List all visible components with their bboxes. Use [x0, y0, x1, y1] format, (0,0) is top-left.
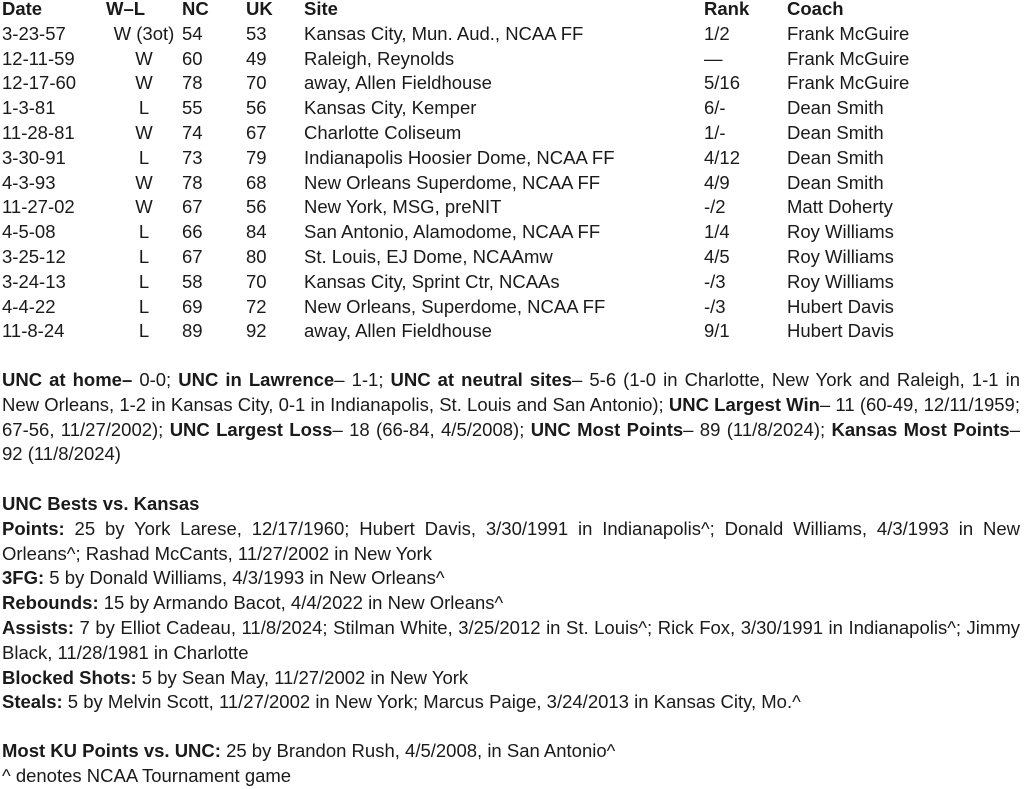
- cell-date: 11-28-81: [2, 121, 75, 143]
- cell-rank: 5/16: [704, 72, 741, 94]
- cell-date: 3-25-12: [2, 245, 66, 267]
- cell-nc-score: 78: [182, 72, 203, 94]
- cell-win-loss: L: [138, 270, 150, 292]
- cell-site: Kansas City, Sprint Ctr, NCAAs: [304, 270, 560, 292]
- cell-site: New Orleans, Superdome, NCAA FF: [304, 295, 606, 317]
- series-summary: [2, 368, 1020, 467]
- largest-loss-label: UNC Largest Loss: [169, 418, 333, 440]
- cell-coach: Roy Williams: [787, 221, 894, 243]
- cell-rank: 6/-: [704, 97, 726, 119]
- cell-date: 3-23-57: [2, 22, 66, 44]
- bests-label: Points:: [2, 517, 65, 539]
- table-row: [2, 195, 1007, 220]
- cell-site: New Orleans Superdome, NCAA FF: [304, 171, 601, 193]
- cell-coach: Frank McGuire: [787, 72, 910, 94]
- most-ku-label: Most KU Points vs. UNC:: [2, 740, 221, 761]
- cell-coach: Dean Smith: [787, 97, 884, 119]
- cell-site: Raleigh, Reynolds: [304, 47, 455, 69]
- kansas-most-value: – 92 (11/8/2024): [2, 418, 1020, 465]
- most-ku-points: [2, 739, 1020, 764]
- cell-rank: 1/-: [704, 121, 726, 143]
- cell-site: away, Allen Fieldhouse: [304, 72, 492, 94]
- bests-heading: [2, 492, 1020, 517]
- cell-win-loss: L: [138, 146, 150, 168]
- header-date: Date: [2, 0, 43, 19]
- cell-site: San Antonio, Alamodome, NCAA FF: [304, 221, 601, 243]
- cell-win-loss: L: [138, 221, 150, 243]
- cell-nc-score: 66: [182, 221, 203, 243]
- table-row: [2, 270, 1007, 295]
- cell-rank: 4/5: [704, 245, 730, 267]
- largest-win-value: – 11 (60-49, 12/11/1959; 67-56, 11/27/2002);: [2, 393, 1020, 440]
- bests-label: Blocked Shots:: [2, 666, 137, 688]
- cell-nc-score: 78: [182, 171, 203, 193]
- cell-nc-score: 54: [182, 22, 203, 44]
- cell-coach: Dean Smith: [787, 171, 884, 193]
- most-points-value: – 89 (11/8/2024);: [683, 418, 832, 440]
- cell-site: Charlotte Coliseum: [304, 121, 462, 143]
- cell-win-loss: W: [135, 171, 153, 193]
- cell-uk-score: 56: [246, 97, 267, 119]
- cell-date: 11-27-02: [2, 196, 75, 218]
- lawrence-label: UNC in Lawrence: [178, 369, 335, 390]
- cell-nc-score: 58: [182, 270, 203, 292]
- cell-nc-score: 67: [182, 196, 203, 218]
- header-nc-score: NC: [182, 0, 209, 19]
- bests-text: 7 by Elliot Cadeau, 11/8/2024; Stilman White, 3/25/2012 in St. Louis^; Rick Fox, 3/30/1991 in Indianapolis^; Jimmy Black, 11/28/1981 in Charlotte: [2, 616, 1020, 663]
- cell-uk-score: 92: [246, 320, 267, 342]
- bests-label: Rebounds:: [2, 592, 99, 614]
- table-row: [2, 171, 1007, 196]
- cell-uk-score: 68: [246, 171, 267, 193]
- cell-coach: Dean Smith: [787, 146, 884, 168]
- series-results-table: [2, 0, 1007, 344]
- table-row: [2, 47, 1007, 72]
- cell-nc-score: 55: [182, 97, 203, 119]
- table-row: [2, 146, 1007, 171]
- cell-win-loss: W: [135, 47, 153, 69]
- table-header-row: [2, 0, 1007, 22]
- table-row: [2, 121, 1007, 146]
- table-row: [2, 295, 1007, 320]
- table-row: [2, 319, 1007, 344]
- cell-uk-score: 70: [246, 270, 267, 292]
- cell-date: 12-11-59: [2, 47, 75, 69]
- most-points-label: UNC Most Points: [530, 418, 684, 440]
- bests-text: 15 by Armando Bacot, 4/4/2022 in New Orleans^: [98, 592, 504, 614]
- neutral-value: – 5-6 (1-0 in Charlotte, New York and Raleigh, 1-1 in New Orleans, 1-2 in Kansas City, 0-1 in Indianapolis, St. Louis and San Antonio);: [2, 369, 1020, 415]
- bests-label: Assists:: [2, 616, 74, 638]
- bests-label: Steals:: [2, 691, 63, 713]
- bests-text: 5 by Donald Williams, 4/3/1993 in New Orleans^: [44, 567, 445, 589]
- cell-uk-score: 67: [246, 121, 267, 143]
- cell-date: 4-3-93: [2, 171, 56, 193]
- header-uk-score: UK: [246, 0, 273, 19]
- lawrence-value: – 1-1;: [334, 369, 391, 390]
- largest-win-label: UNC Largest Win: [668, 393, 820, 415]
- cell-uk-score: 80: [246, 245, 267, 267]
- neutral-label: UNC at neutral sites: [390, 369, 573, 390]
- cell-site: Indianapolis Hoosier Dome, NCAA FF: [304, 146, 615, 168]
- header-rank: Rank: [704, 0, 750, 19]
- home-label: UNC at home–: [2, 369, 133, 390]
- bests-item-3fg: [2, 566, 1020, 591]
- bests-heading-text: UNC Bests vs. Kansas: [2, 493, 200, 514]
- cell-win-loss: L: [138, 245, 150, 267]
- cell-uk-score: 49: [246, 47, 267, 69]
- cell-date: 3-30-91: [2, 146, 66, 168]
- cell-coach: Roy Williams: [787, 270, 894, 292]
- cell-uk-score: 53: [246, 22, 267, 44]
- cell-date: 11-8-24: [2, 320, 65, 342]
- kansas-most-label: Kansas Most Points: [831, 418, 1010, 440]
- table-row: [2, 22, 1007, 47]
- cell-win-loss: W (3ot): [113, 22, 175, 44]
- cell-rank: 4/12: [704, 146, 741, 168]
- bests-text: 25 by York Larese, 12/17/1960; Hubert Davis, 3/30/1991 in Indianapolis^; Donald Williams, 4/3/1993 in New Orleans^; Rashad McCants, 11/27/2002 in New York: [2, 517, 1020, 564]
- cell-uk-score: 84: [246, 221, 267, 243]
- table-row: [2, 96, 1007, 121]
- cell-win-loss: W: [135, 72, 153, 94]
- home-value: 0-0;: [132, 369, 179, 390]
- cell-uk-score: 72: [246, 295, 267, 317]
- cell-coach: Frank McGuire: [787, 22, 910, 44]
- cell-rank: -/3: [704, 270, 726, 292]
- bests-label: 3FG:: [2, 567, 45, 589]
- bests-item-assists: [2, 616, 1020, 666]
- cell-win-loss: W: [135, 121, 153, 143]
- header-site: Site: [304, 0, 338, 19]
- cell-nc-score: 69: [182, 295, 203, 317]
- cell-site: away, Allen Fieldhouse: [304, 320, 492, 342]
- cell-rank: -/3: [704, 295, 726, 317]
- cell-date: 12-17-60: [2, 72, 77, 94]
- cell-date: 4-5-08: [2, 221, 56, 243]
- cell-date: 4-4-22: [2, 295, 56, 317]
- header-coach: Coach: [787, 0, 844, 19]
- cell-win-loss: L: [138, 320, 150, 342]
- largest-loss-value: – 18 (66-84, 4/5/2008);: [332, 418, 531, 440]
- cell-coach: Frank McGuire: [787, 47, 910, 69]
- cell-rank: 9/1: [704, 320, 730, 342]
- table-row: [2, 220, 1007, 245]
- cell-date: 3-24-13: [2, 270, 66, 292]
- table-row: [2, 245, 1007, 270]
- most-ku-text: 25 by Brandon Rush, 4/5/2008, in San Antonio^: [220, 740, 616, 761]
- unc-bests-section: [2, 492, 1020, 715]
- bests-item-points: [2, 517, 1020, 567]
- cell-win-loss: L: [138, 97, 150, 119]
- cell-site: Kansas City, Kemper: [304, 97, 477, 119]
- bests-item-steals: [2, 690, 1020, 715]
- cell-coach: Hubert Davis: [787, 295, 894, 317]
- cell-rank: 4/9: [704, 171, 730, 193]
- cell-uk-score: 70: [246, 72, 267, 94]
- cell-rank: 1/2: [704, 22, 730, 44]
- cell-rank: 1/4: [704, 221, 730, 243]
- cell-nc-score: 60: [182, 47, 203, 69]
- bests-text: 5 by Melvin Scott, 11/27/2002 in New York; Marcus Paige, 3/24/2013 in Kansas City, Mo.^: [62, 691, 801, 713]
- cell-nc-score: 73: [182, 146, 203, 168]
- cell-win-loss: L: [138, 295, 150, 317]
- most-ku-section: [2, 739, 1020, 789]
- table-row: [2, 71, 1007, 96]
- cell-site: St. Louis, EJ Dome, NCAAmw: [304, 245, 553, 267]
- cell-coach: Dean Smith: [787, 121, 884, 143]
- header-win-loss: W–L: [106, 0, 146, 19]
- cell-uk-score: 56: [246, 196, 267, 218]
- cell-date: 1-3-81: [2, 97, 56, 119]
- cell-nc-score: 89: [182, 320, 203, 342]
- cell-site: Kansas City, Mun. Aud., NCAA FF: [304, 22, 584, 44]
- cell-uk-score: 79: [246, 146, 267, 168]
- bests-item-rebounds: [2, 591, 1020, 616]
- tournament-footnote: ^ denotes NCAA Tournament game: [2, 764, 292, 786]
- cell-win-loss: W: [135, 196, 153, 218]
- cell-nc-score: 67: [182, 245, 203, 267]
- cell-site: New York, MSG, preNIT: [304, 196, 502, 218]
- cell-coach: Hubert Davis: [787, 320, 894, 342]
- bests-text: 5 by Sean May, 11/27/2002 in New York: [136, 666, 469, 688]
- cell-coach: Matt Doherty: [787, 196, 893, 218]
- cell-coach: Roy Williams: [787, 245, 894, 267]
- bests-item-blocked-shots: [2, 666, 1020, 691]
- cell-rank: -/2: [704, 196, 726, 218]
- summary-paragraph: [2, 368, 1020, 467]
- table-body: [2, 22, 1007, 344]
- cell-nc-score: 74: [182, 121, 203, 143]
- cell-rank: —: [704, 47, 723, 69]
